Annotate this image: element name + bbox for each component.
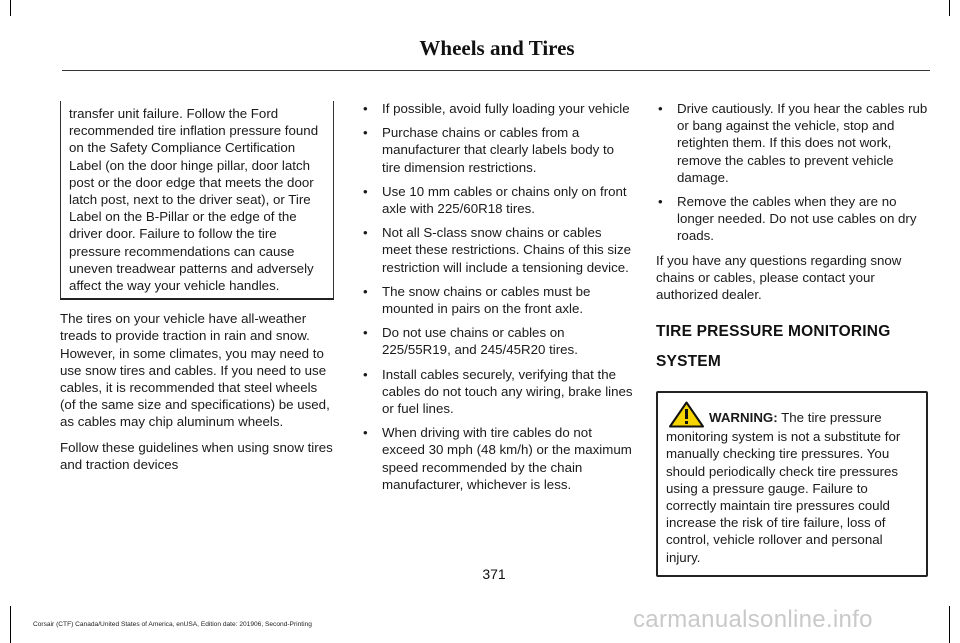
crop-mark-bottom-right-v [949,606,950,643]
list-item-text: Remove the cables when they are no longer needed. Do not use cables on dry roads. [677,194,917,244]
bullet-icon: • [658,194,663,210]
site-watermark: carmanualsonline.info [633,606,873,633]
list-item [361,183,633,217]
snow-chain-guidelines-list [361,100,633,493]
crop-mark-top-left-v [10,0,11,16]
list-item [656,100,928,186]
list-item-text: Use 10 mm cables or chains only on front axle with 225/60R18 tires. [382,183,627,217]
warning-label: WARNING: [709,410,778,426]
bullet-icon: • [363,183,368,199]
list-item [361,424,633,493]
header-divider [62,70,930,71]
list-item [361,366,633,418]
list-item-text: Not all S-class snow chains or cables meet these restrictions. Chains of this size restriction will include a tensioning device. [382,225,632,275]
right-column [656,100,928,577]
edition-footer: Corsair (CTF) Canada/United States of America, enUSA, Edition date: 201906, Second-Printing [33,621,312,628]
warning-text: The tire pressure monitoring system is not a substitute for manually checking tire pressures. You should periodically check tire pressures using a pressure gauge. Failure to correctly maintain tire pressures could increase the risk of tire failure, loss of control, vehicle rollover and personal injury. [666,410,901,565]
left-column [60,101,334,481]
section-heading [656,317,928,377]
page-title: Wheels and Tires [419,36,575,60]
bullet-icon: • [363,366,368,382]
body-paragraph: Follow these guidelines when using snow tires and traction devices [60,439,333,472]
list-item [361,283,633,317]
list-item [656,193,928,245]
middle-column [361,100,633,500]
list-item-text: Purchase chains or cables from a manufacturer that clearly labels body to tire dimension restrictions. [382,125,615,175]
list-item-text: Do not use chains or cables on 225/55R19, and 245/45R20 tires. [382,325,578,358]
cable-tips-list [656,100,928,245]
bullet-icon: • [363,225,368,241]
section-heading-line: TIRE PRESSURE MONITORING [656,323,891,341]
body-paragraph: If you have any questions regarding snow chains or cables, please contact your authorized dealer. [656,252,902,303]
list-item [361,100,633,117]
bullet-icon: • [363,325,368,341]
continued-caution-box [60,101,334,300]
body-paragraph: The tires on your vehicle have all-weather treads to provide traction in rain and snow. However, in some climates, you may need to use snow tires and cables. If you need to use cables, it is recommended that steel wheels (of the same size and specifications) be used, as cables may chip aluminum wheels. [60,311,330,430]
warning-box [656,391,928,577]
crop-mark-bottom-left-v [10,606,11,643]
list-item-text: Drive cautiously. If you hear the cables rub or bang against the vehicle, stop and retighten them. If this does not work, remove the cables to prevent vehicle damage. [677,101,928,185]
bullet-icon: • [363,125,368,141]
crop-mark-top-right-v [949,0,950,16]
caution-continued-text: transfer unit failure. Follow the Ford recommended tire inflation pressure found on the Safety Compliance Certification Label (on the door hinge pillar, door latch post or the door edge that meets the door latch post, next to the driver seat), or Tire Label on the B-Pillar or the edge of the driver door. Failure to follow the tire pressure recommendations can cause uneven treadwear patterns and adversely affect the way your vehicle handles. [69,106,319,294]
list-item [361,324,633,358]
warning-triangle-icon [668,401,705,428]
list-item-text: If possible, avoid fully loading your vehicle [382,101,630,116]
page-number: 371 [482,566,506,582]
bullet-icon: • [363,425,368,441]
list-item-text: Install cables securely, verifying that the cables do not touch any wiring, brake lines or fuel lines. [382,366,633,417]
section-heading-line: SYSTEM [656,353,721,371]
bullet-icon: • [658,101,663,116]
list-item [361,224,633,276]
list-item [361,124,633,176]
list-item-text: The snow chains or cables must be mounted in pairs on the front axle. [382,283,591,317]
bullet-icon: • [363,101,368,116]
bullet-icon: • [363,283,368,299]
list-item-text: When driving with tire cables do not exceed 30 mph (48 km/h) or the maximum speed recommended by the chain manufacturer, whichever is less. [382,425,632,492]
